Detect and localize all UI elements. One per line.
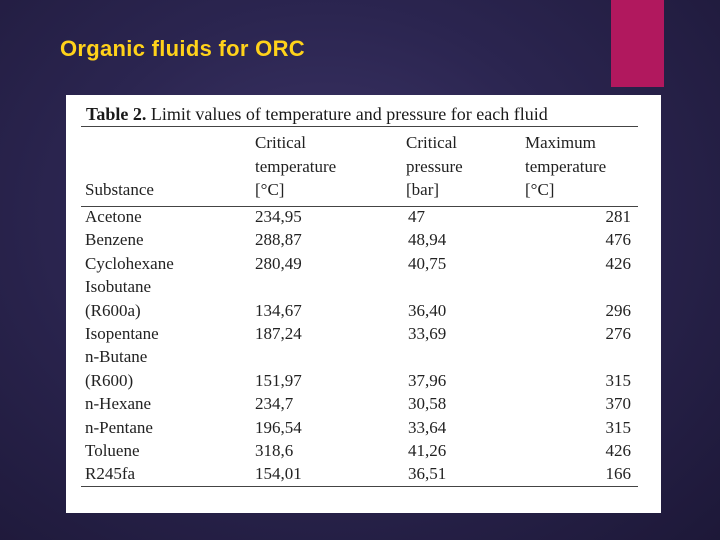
cell-substance: Toluene — [85, 440, 140, 460]
header-critical-pressure: Critical pressure [bar] — [406, 133, 463, 199]
table-row — [66, 276, 661, 299]
cell-critical-temperature: 187,24 — [255, 323, 302, 343]
cell-critical-pressure: 36,51 — [408, 464, 447, 484]
table-row — [66, 393, 661, 416]
cell-critical-temperature: 151,97 — [255, 370, 302, 390]
accent-bar — [611, 0, 664, 87]
table-row — [66, 229, 661, 252]
cell-critical-temperature: 234,7 — [255, 394, 294, 414]
cell-critical-temperature: 318,6 — [255, 440, 294, 460]
cell-critical-pressure: 30,58 — [408, 394, 447, 414]
cell-critical-temperature: 288,87 — [255, 230, 302, 250]
table-row — [66, 323, 661, 346]
cell-substance: Acetone — [85, 207, 142, 226]
table-body — [66, 206, 661, 487]
header-substance: Substance — [85, 180, 154, 199]
table-row — [66, 346, 661, 369]
table-rule-top — [81, 126, 638, 127]
table-row — [66, 463, 661, 486]
cell-substance: Benzene — [85, 230, 144, 250]
cell-critical-temperature: 196,54 — [255, 417, 302, 437]
table-row — [66, 440, 661, 463]
cell-substance: n-Hexane — [85, 394, 152, 414]
cell-maximum-temperature: 281 — [605, 207, 631, 226]
cell-critical-pressure: 37,96 — [408, 370, 447, 390]
cell-maximum-temperature: 276 — [605, 323, 631, 343]
cell-substance: n-Butane — [85, 347, 148, 367]
table-caption — [86, 104, 548, 125]
cell-maximum-temperature: 370 — [605, 394, 631, 414]
cell-critical-pressure: 47 — [408, 207, 425, 226]
cell-maximum-temperature: 296 — [605, 300, 631, 320]
header-critical-temperature: Critical temperature [°C] — [255, 133, 337, 199]
cell-critical-temperature: 154,01 — [255, 464, 302, 484]
table-rule-bottom — [81, 486, 638, 487]
table-row — [66, 206, 661, 229]
cell-maximum-temperature: 315 — [605, 370, 631, 390]
cell-critical-temperature: 234,95 — [255, 207, 302, 226]
cell-substance: R245fa — [85, 464, 136, 484]
header-maximum-temperature: Maximum temperature [°C] — [525, 133, 607, 199]
cell-critical-pressure: 48,94 — [408, 230, 447, 250]
cell-critical-pressure: 33,69 — [408, 323, 447, 343]
cell-substance: (R600a) — [85, 300, 141, 320]
cell-maximum-temperature: 166 — [605, 464, 631, 484]
cell-critical-temperature: 280,49 — [255, 253, 302, 273]
cell-maximum-temperature: 426 — [605, 253, 631, 273]
cell-critical-pressure: 41,26 — [408, 440, 447, 460]
cell-critical-pressure: 36,40 — [408, 300, 447, 320]
cell-substance: Isobutane — [85, 277, 152, 297]
table-image — [66, 95, 661, 513]
cell-maximum-temperature: 315 — [605, 417, 631, 437]
cell-critical-temperature: 134,67 — [255, 300, 302, 320]
table-caption-label: Table 2. — [86, 104, 147, 124]
cell-critical-pressure: 40,75 — [408, 253, 447, 273]
cell-critical-pressure: 33,64 — [408, 417, 447, 437]
cell-maximum-temperature: 426 — [605, 440, 631, 460]
cell-substance: Isopentane — [85, 323, 159, 343]
cell-maximum-temperature: 476 — [605, 230, 631, 250]
table-row — [66, 417, 661, 440]
table-caption-text: Limit values of temperature and pressure for each fluid — [146, 104, 548, 124]
cell-substance: n-Pentane — [85, 417, 153, 437]
table-row — [66, 300, 661, 323]
slide-title: Organic fluids for ORC — [60, 36, 305, 61]
table-row — [66, 370, 661, 393]
table-row — [66, 253, 661, 276]
cell-substance: Cyclohexane — [85, 253, 174, 273]
cell-substance: (R600) — [85, 370, 134, 390]
